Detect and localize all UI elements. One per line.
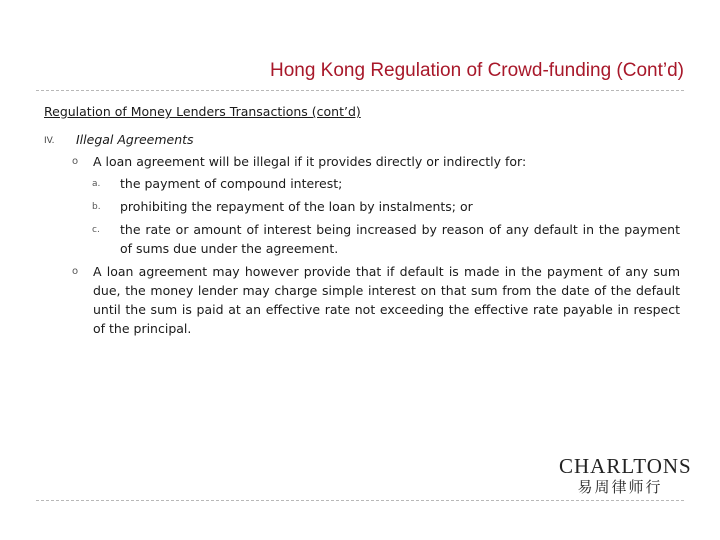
item-heading: Illegal Agreements bbox=[76, 132, 194, 147]
content-body bbox=[44, 130, 680, 340]
sub-item-text: the rate or amount of interest being increased by reason of any default in the payment of sums due under the agreement. bbox=[120, 222, 680, 256]
section-item-iv bbox=[44, 130, 680, 152]
sub-item-c bbox=[44, 220, 680, 258]
logo-name-zh: 易周律师行 bbox=[577, 478, 663, 496]
charltons-logo bbox=[559, 454, 692, 497]
sub-item-marker: a. bbox=[92, 179, 101, 189]
bullet-circle-icon: o bbox=[72, 266, 79, 277]
sub-item-text: prohibiting the repayment of the loan by instalments; or bbox=[120, 199, 473, 214]
bullet-text: A loan agreement may however provide that if default is made in the payment of any sum due, the money lender may charge simple interest on that sum from the date of the default until the sum is paid at an effective rate not exceeding the effective rate payable in respect of the principal. bbox=[93, 264, 680, 336]
bullet-item-2 bbox=[44, 262, 680, 338]
section-subtitle: Regulation of Money Lenders Transactions (cont’d) bbox=[44, 104, 361, 119]
sub-item-marker: c. bbox=[92, 225, 100, 235]
bottom-divider bbox=[36, 500, 684, 501]
roman-numeral: IV. bbox=[44, 136, 55, 146]
sub-item-text: the payment of compound interest; bbox=[120, 176, 343, 191]
bullet-item-1 bbox=[44, 152, 680, 171]
page-title: Hong Kong Regulation of Crowd-funding (Cont’d) bbox=[269, 60, 684, 81]
bullet-text: A loan agreement will be illegal if it provides directly or indirectly for: bbox=[93, 154, 527, 169]
sub-item-marker: b. bbox=[92, 202, 101, 212]
sub-item-b bbox=[44, 197, 680, 216]
sub-item-a bbox=[44, 174, 680, 193]
bullet-circle-icon: o bbox=[72, 156, 79, 167]
top-divider bbox=[36, 90, 684, 91]
logo-name-en: CHARLTONS bbox=[559, 454, 692, 478]
